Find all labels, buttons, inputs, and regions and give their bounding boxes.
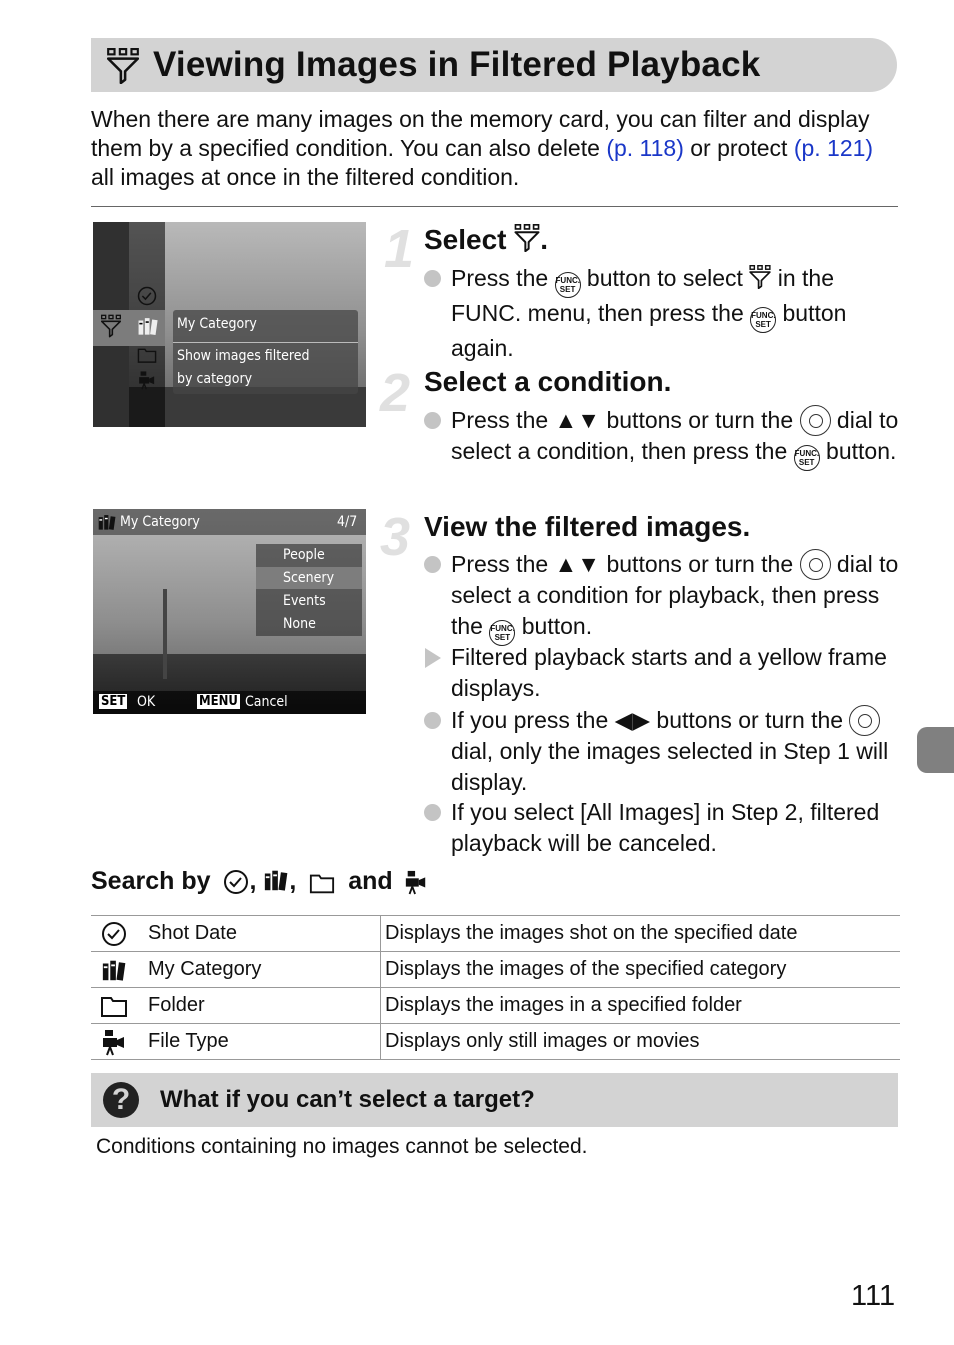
left-right-arrows-icon: ◀▶ [614,707,651,733]
row-name: File Type [136,1024,381,1060]
lcd-option-events: Events [283,593,326,609]
table-row [91,988,900,1024]
step1-title: Select . [424,224,549,255]
intro-text: or protect [683,135,794,161]
up-down-arrows-icon: ▲▼ [554,551,601,577]
step3-bullet: If you press the ◀▶ buttons or turn the dial, only the images selected in Step 1 will display. [424,705,899,798]
row-name: Folder [136,988,381,1024]
folder-icon [309,871,335,895]
clock-icon [223,869,249,895]
table-row [91,1024,900,1060]
row-description: Displays the images in a specified folder [381,988,901,1024]
lcd-counter: 4/7 [337,514,358,530]
step-number: 1 [384,219,415,279]
table-row [91,952,900,988]
folder-icon [137,346,157,364]
category-icon [97,513,117,531]
title-bar [91,38,897,92]
lcd-ok-label: OK [137,694,156,710]
filter-icon [514,224,540,252]
row-description: Displays only still images or movies [381,1024,901,1060]
row-description: Displays the images of the specified category [381,952,901,988]
search-heading: Search by , , and [91,867,428,896]
control-dial-icon [800,405,831,436]
filter-icon [101,314,121,338]
category-icon [101,957,127,983]
file-type-icon [404,869,428,895]
clock-icon [137,286,157,306]
step-number: 2 [380,363,411,423]
step3-title: View the filtered images. [424,511,751,542]
step3-bullet: If you select [All Images] in Step 2, filtered playback will be canceled. [424,797,899,859]
filter-icon [749,265,771,289]
lcd-option-scenery: Scenery [283,570,335,586]
lcd-menu-key: MENU [199,694,238,709]
table-row [91,916,900,952]
lcd-header: My Category [120,514,200,530]
control-dial-icon [800,549,831,580]
lcd-cancel-label: Cancel [245,694,288,710]
step3-result: Filtered playback starts and a yellow frame displays. [424,642,899,704]
intro-text: When there are many images on the memory card, you can filter and display them by a specified condition. You can also delete [91,106,870,161]
folder-icon [100,994,128,1018]
file-type-icon [137,370,157,390]
func-set-icon: FUNC. SET [555,272,581,298]
category-icon [263,867,289,893]
step3-bullet: Press the ▲▼ buttons or turn the dial to select a condition for playback, then press the FUNC. SET button. [424,549,899,646]
link-page-118[interactable]: (p. 118) [606,135,684,161]
control-dial-icon [849,705,880,736]
lcd-set-key: SET [101,694,126,709]
row-description: Displays the images shot on the specified date [381,916,901,952]
link-page-121[interactable]: (p. 121) [793,135,874,161]
func-set-icon: FUNC. SET [750,307,776,333]
tip-title: What if you can’t select a target? [160,1086,535,1113]
filter-icon [107,48,139,84]
divider [91,206,898,207]
search-table [91,915,900,1060]
intro-text: all images at once in the filtered condition. [91,164,520,190]
clock-icon [101,921,127,947]
step2-title: Select a condition. [424,366,672,397]
page-number: 111 [851,1280,896,1312]
lcd-hint-line1: Show images filtered [177,348,310,364]
tip-body: Conditions containing no images cannot be selected. [96,1135,588,1158]
file-type-icon [101,1028,127,1056]
camera-screen-func-menu [93,222,366,427]
step2-bullet: Press the ▲▼ buttons or turn the dial to select a condition, then press the FUNC. SET button. [424,405,899,471]
lcd-option-people: People [283,547,325,563]
camera-screen-category-select [93,509,366,714]
lcd-hint-line2: by category [177,371,253,387]
row-name: Shot Date [136,916,381,952]
chapter-tab [917,727,954,773]
page-title: Viewing Images in Filtered Playback [153,45,761,84]
tip-box [91,1073,898,1127]
row-name: My Category [136,952,381,988]
lcd-option-none: None [283,616,316,632]
question-icon: ? [103,1082,139,1118]
step1-bullet: Press the FUNC. SET button to select in the FUNC. menu, then press the FUNC. SET button again. [424,263,899,364]
func-set-icon: FUNC. SET [794,445,820,471]
func-set-icon: FUNC. SET [489,620,515,646]
category-icon [137,314,159,338]
result-arrow-icon [425,648,441,668]
lcd-menu-label: My Category [177,316,257,332]
step-number: 3 [380,507,411,567]
intro-paragraph [91,105,901,192]
up-down-arrows-icon: ▲▼ [554,407,601,433]
